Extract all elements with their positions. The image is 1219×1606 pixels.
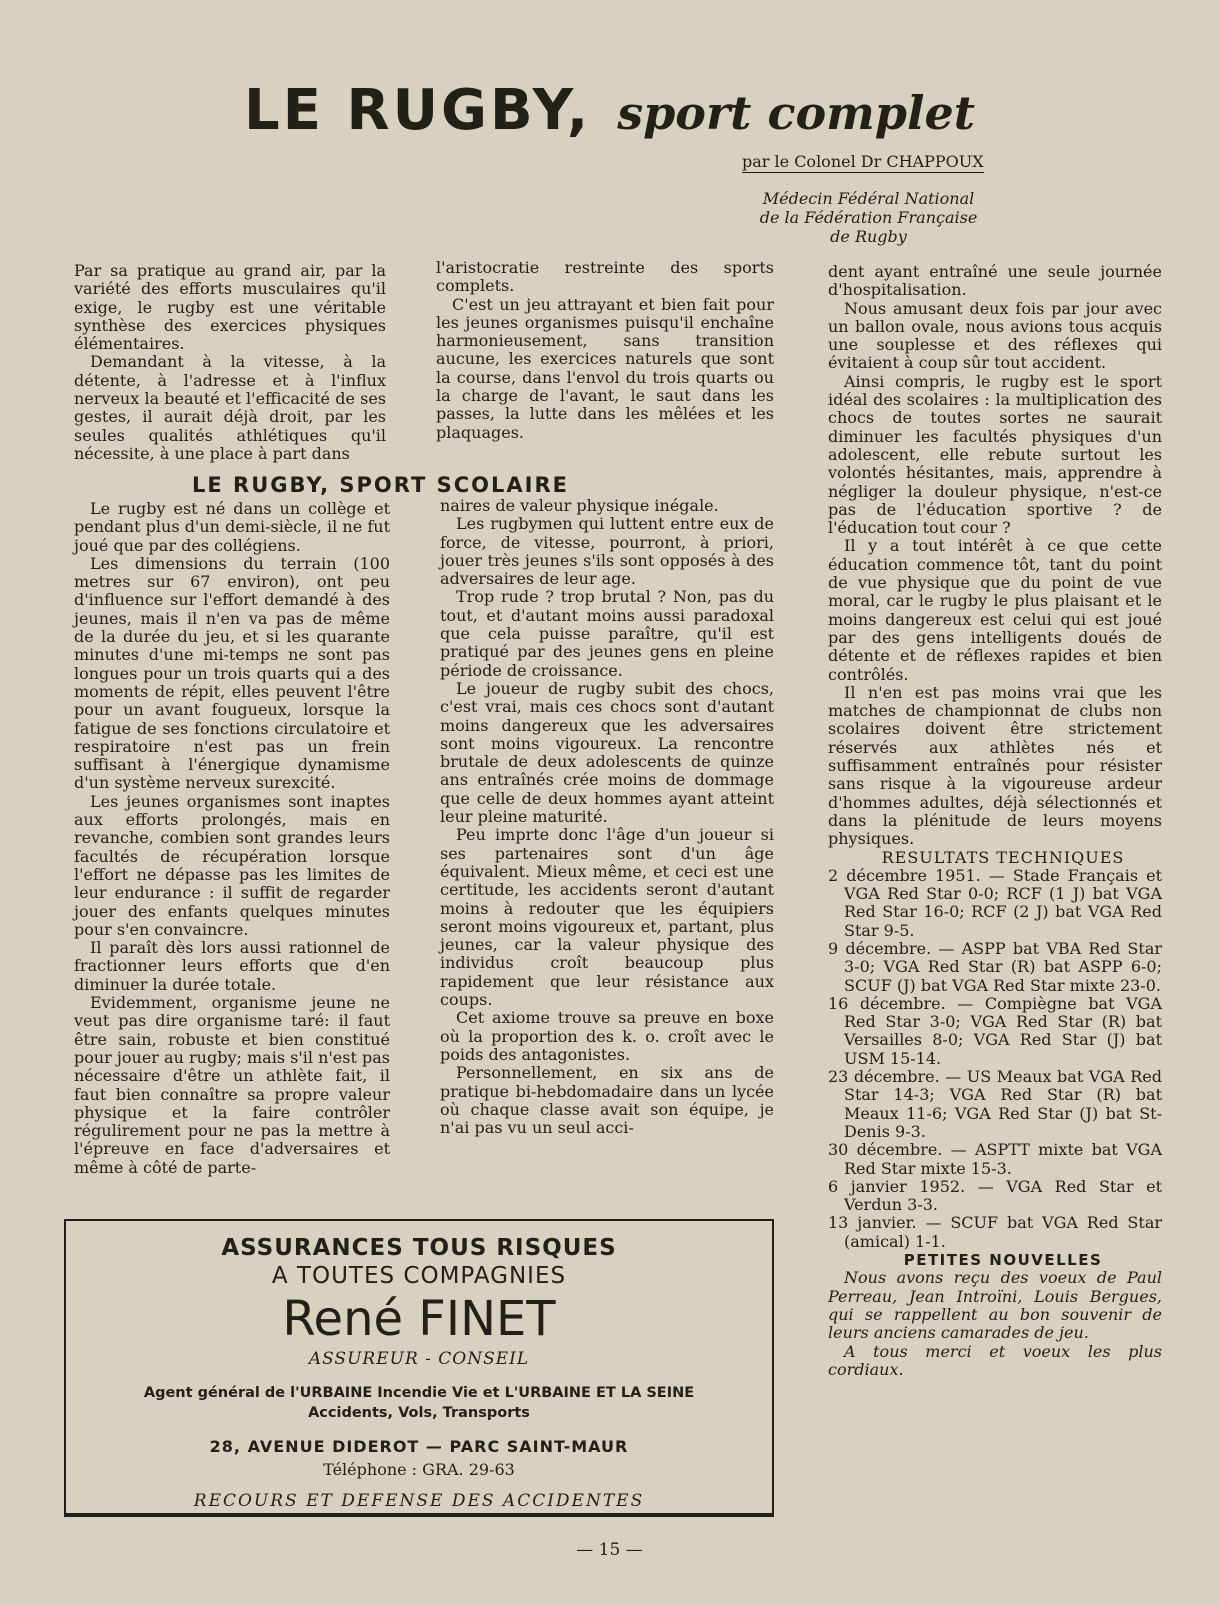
paragraph: dent ayant entraîné une seule journée d'hospitalisation. [828, 262, 1162, 300]
paragraph: Cet axiome trouve sa preuve en boxe où la proportion des k. o. croît avec le poids des antagonistes. [440, 1008, 774, 1064]
ad-agent-line: Agent général de l'URBAINE Incendie Vie et L'URBAINE ET LA SEINE [143, 1385, 695, 1401]
insurance-advertisement [64, 1219, 774, 1515]
paragraph: Nous avons reçu des voeux de Paul Perreau, Jean Introïni, Louis Bergues, qui se rappellent au bon souvenir de leurs anciens camarades de jeu. [828, 1268, 1162, 1343]
intro-column-2 [436, 259, 774, 442]
paragraph: Il y a tout intérêt à ce que cette éducation commence tôt, tant du point de vue physique que du point de vue moral, car le rugby le plus plaisant et le moins dangereux est celui qui est joué par des gens intelligents doués de détente et de réflexes rapides et bien contrôlés. [828, 536, 1162, 684]
scolaire-column-1 [74, 500, 390, 1177]
page-number: — 15 — [576, 1540, 643, 1560]
paragraph: Le joueur de rugby subit des chocs, c'est vrai, mais ces chocs sont d'autant moins dangereux que les adversaires sont moins vigoureux. La rencontre brutale de deux adolescents de quinze ans entraînés crée moins de dommage que celle de deux hommes ayant atteint leur pleine maturité. [440, 678, 774, 827]
paragraph: Les jeunes organismes sont inaptes aux efforts prolongés, mais en revanche, combien sont grandes leurs facultés de récupération lorsque l'effort ne dépasse pas les limites de leur endurance : il suffit de regarder jouer des enfants quelques minutes pour s'en convaincre. [74, 791, 390, 939]
title-main: LE RUGBY, [244, 78, 592, 143]
ad-subheadline: A TOUTES COMPAGNIES [271, 1263, 567, 1289]
paragraph: Trop rude ? trop brutal ? Non, pas du tout, et d'autant moins aussi paradoxal que cela puisse paraître, qu'il est pratiqué par des jeunes gens en pleine période de croissance. [440, 587, 774, 680]
paragraph: Ainsi compris, le rugby est le sport idéal des scolaires : la multiplication des chocs de toutes sortes ne saurait diminuer les facultés physiques d'un adolescent, elle rebute surtout les volontés hésitantes, mais, apprendre à négliger la douleur physique, n'est-ce pas de l'éducation sportive ? de l'éducation tout cour ? [828, 371, 1162, 538]
ad-headline: ASSURANCES TOUS RISQUES [221, 1235, 617, 1261]
author-affiliation [736, 189, 1001, 246]
byline: par le Colonel Dr CHAPPOUX [742, 152, 984, 171]
ad-agent-line: Accidents, Vols, Transports [308, 1405, 530, 1421]
ad-phone: Téléphone : GRA. 29-63 [323, 1460, 515, 1479]
intro-column-1 [74, 262, 386, 463]
result-item: 23 décembre. — US Meaux bat VGA Red Star 14-3; VGA Red Star (R) bat Meaux 11-6; VGA Red Star (J) bat St-Denis 9-3. [828, 1067, 1162, 1141]
title-subtitle: sport complet [617, 86, 975, 140]
paragraph: Nous amusant deux fois par jour avec un ballon ovale, nous avions tous acquis une souplesse et des réflexes qui évitaient à coup sûr tout accident. [828, 298, 1162, 373]
article-title [0, 78, 1219, 143]
ad-address: 28, AVENUE DIDEROT — PARC SAINT-MAUR [209, 1437, 629, 1456]
right-column [828, 263, 1162, 1379]
paragraph: Par sa pratique au grand air, par la variété des efforts musculaires qu'il exige, le rugby est une véritable synthèse des exercices physiques élémentaires. [74, 261, 386, 354]
paragraph: l'aristocratie restreinte des sports complets. [436, 258, 774, 296]
affiliation-line: de la Fédération Française [759, 208, 978, 227]
result-item: 6 janvier 1952. — VGA Red Star et Verdun 3-3. [828, 1176, 1162, 1215]
paragraph: A tous merci et voeux les plus cordiaux. [828, 1341, 1162, 1379]
result-item: 13 janvier. — SCUF bat VGA Red Star (amical) 1-1. [828, 1213, 1162, 1251]
affiliation-line: de Rugby [830, 227, 907, 246]
petites-nouvelles-heading: PETITES NOUVELLES [903, 1251, 1103, 1270]
result-item: 9 décembre. — ASPP bat VBA Red Star 3-0; VGA Red Star (R) bat ASPP 6-0; SCUF (J) bat VGA Red Star mixte 23-0. [828, 938, 1162, 995]
paragraph: Il paraît dès lors aussi rationnel de fractionner leurs efforts que d'en diminuer la durée totale. [74, 938, 390, 994]
paragraph: C'est un jeu attrayant et bien fait pour les jeunes organismes puisqu'il enchaîne harmonieusement, sans transition aucune, les exercices naturels que sont la course, dans l'envol du trois quarts ou la charge de l'avant, le saut dans les passes, la lutte dans les mêlées et les plaquages. [436, 294, 774, 442]
paragraph: Personnellement, en six ans de pratique bi-hebdomadaire dans un lycée où chaque classe avait son équipe, je n'ai pas vu un seul acci- [440, 1063, 774, 1138]
result-item: 2 décembre 1951. — Stade Français et VGA Red Star 0-0; RCF (1 J) bat VGA Red Star 16-0; RCF (2 J) bat VGA Red Star 9-5. [828, 865, 1162, 940]
paragraph: Les dimensions du terrain (100 metres sur 67 environ), ont peu d'influence sur l'effort demandé à des jeunes, mais il n'en va pas de même de la durée du jeu, et si les quarante minutes d'une mi-temps ne sont pas longues pour un trois quarts qui a des moments de répit, elles peuvent l'être pour un avant fougueux, lorsque la fatigue de ses fonctions circulatoire et respiratoire n'est pas un frein suffisant à l'énergique dynamisme d'un système nerveux surexcité. [74, 553, 390, 793]
paragraph: Evidemment, organisme jeune ne veut pas dire organisme taré: il faut être sain, robuste et bien constitué pour jouer au rugby; mais s'il n'est pas nécessaire d'être un athlète fait, il faut bien connaître sa propre valeur physique et la faire contrôler régulirement pour ne pas la mettre à l'épreuve en face d'adversaires et même à côté de parte- [74, 993, 390, 1177]
paragraph: Les rugbymen qui luttent entre eux de force, de vitesse, pourront, à priori, jouer très jeunes s'ils sont opposés à des adversaires de leur age. [440, 514, 774, 589]
result-item: 16 décembre. — Compiègne bat VGA Red Star 3-0; VGA Red Star (R) bat Versailles 8-0; VGA Red Star (J) bat USM 15-14. [828, 993, 1162, 1068]
paragraph: Il n'en est pas moins vrai que les matches de championnat de clubs non scolaires doivent être strictement réservés aux athlètes nés et suffisamment entraînés pour résister sans risque à la vigoureuse ardeur d'hommes adultes, déjà sélectionnés et dans la plénitude de leurs moyens physiques. [828, 682, 1162, 849]
results-heading: RESULTATS TECHNIQUES [881, 847, 1125, 867]
ad-tagline: RECOURS ET DEFENSE DES ACCIDENTES [193, 1491, 645, 1511]
affiliation-line: Médecin Fédéral National [762, 189, 975, 208]
scolaire-column-2 [440, 497, 774, 1137]
paragraph: Peu imprte donc l'âge d'un joueur si ses partenaires sont d'un âge équivalent. Mieux même, et ceci est une certitude, les accidents seront d'autant moins à redouter que les équipiers seront moins vigoureux et, partant, plus jeunes, car la valeur physique des individus croît beaucoup plus rapidement que leur résistance aux coups. [440, 825, 774, 1010]
paragraph: naires de valeur physique inégale. [440, 496, 719, 515]
result-item: 30 décembre. — ASPTT mixte bat VGA Red Star mixte 15-3. [828, 1140, 1162, 1178]
ad-name: René FINET [282, 1291, 556, 1347]
section-heading: LE RUGBY, SPORT SCOLAIRE [192, 473, 569, 497]
paragraph: Demandant à la vitesse, à la détente, à l'adresse et à l'influx nerveux la beauté et l'efficacité de ses gestes, il aurait déjà droit, par les seules qualités athlétiques qu'il nécessite, à une place à part dans [74, 352, 386, 463]
paragraph: Le rugby est né dans un collège et pendant plus d'un demi-siècle, il ne fut joué que par des collégiens. [74, 499, 390, 555]
ad-role: ASSUREUR - CONSEIL [308, 1349, 530, 1369]
